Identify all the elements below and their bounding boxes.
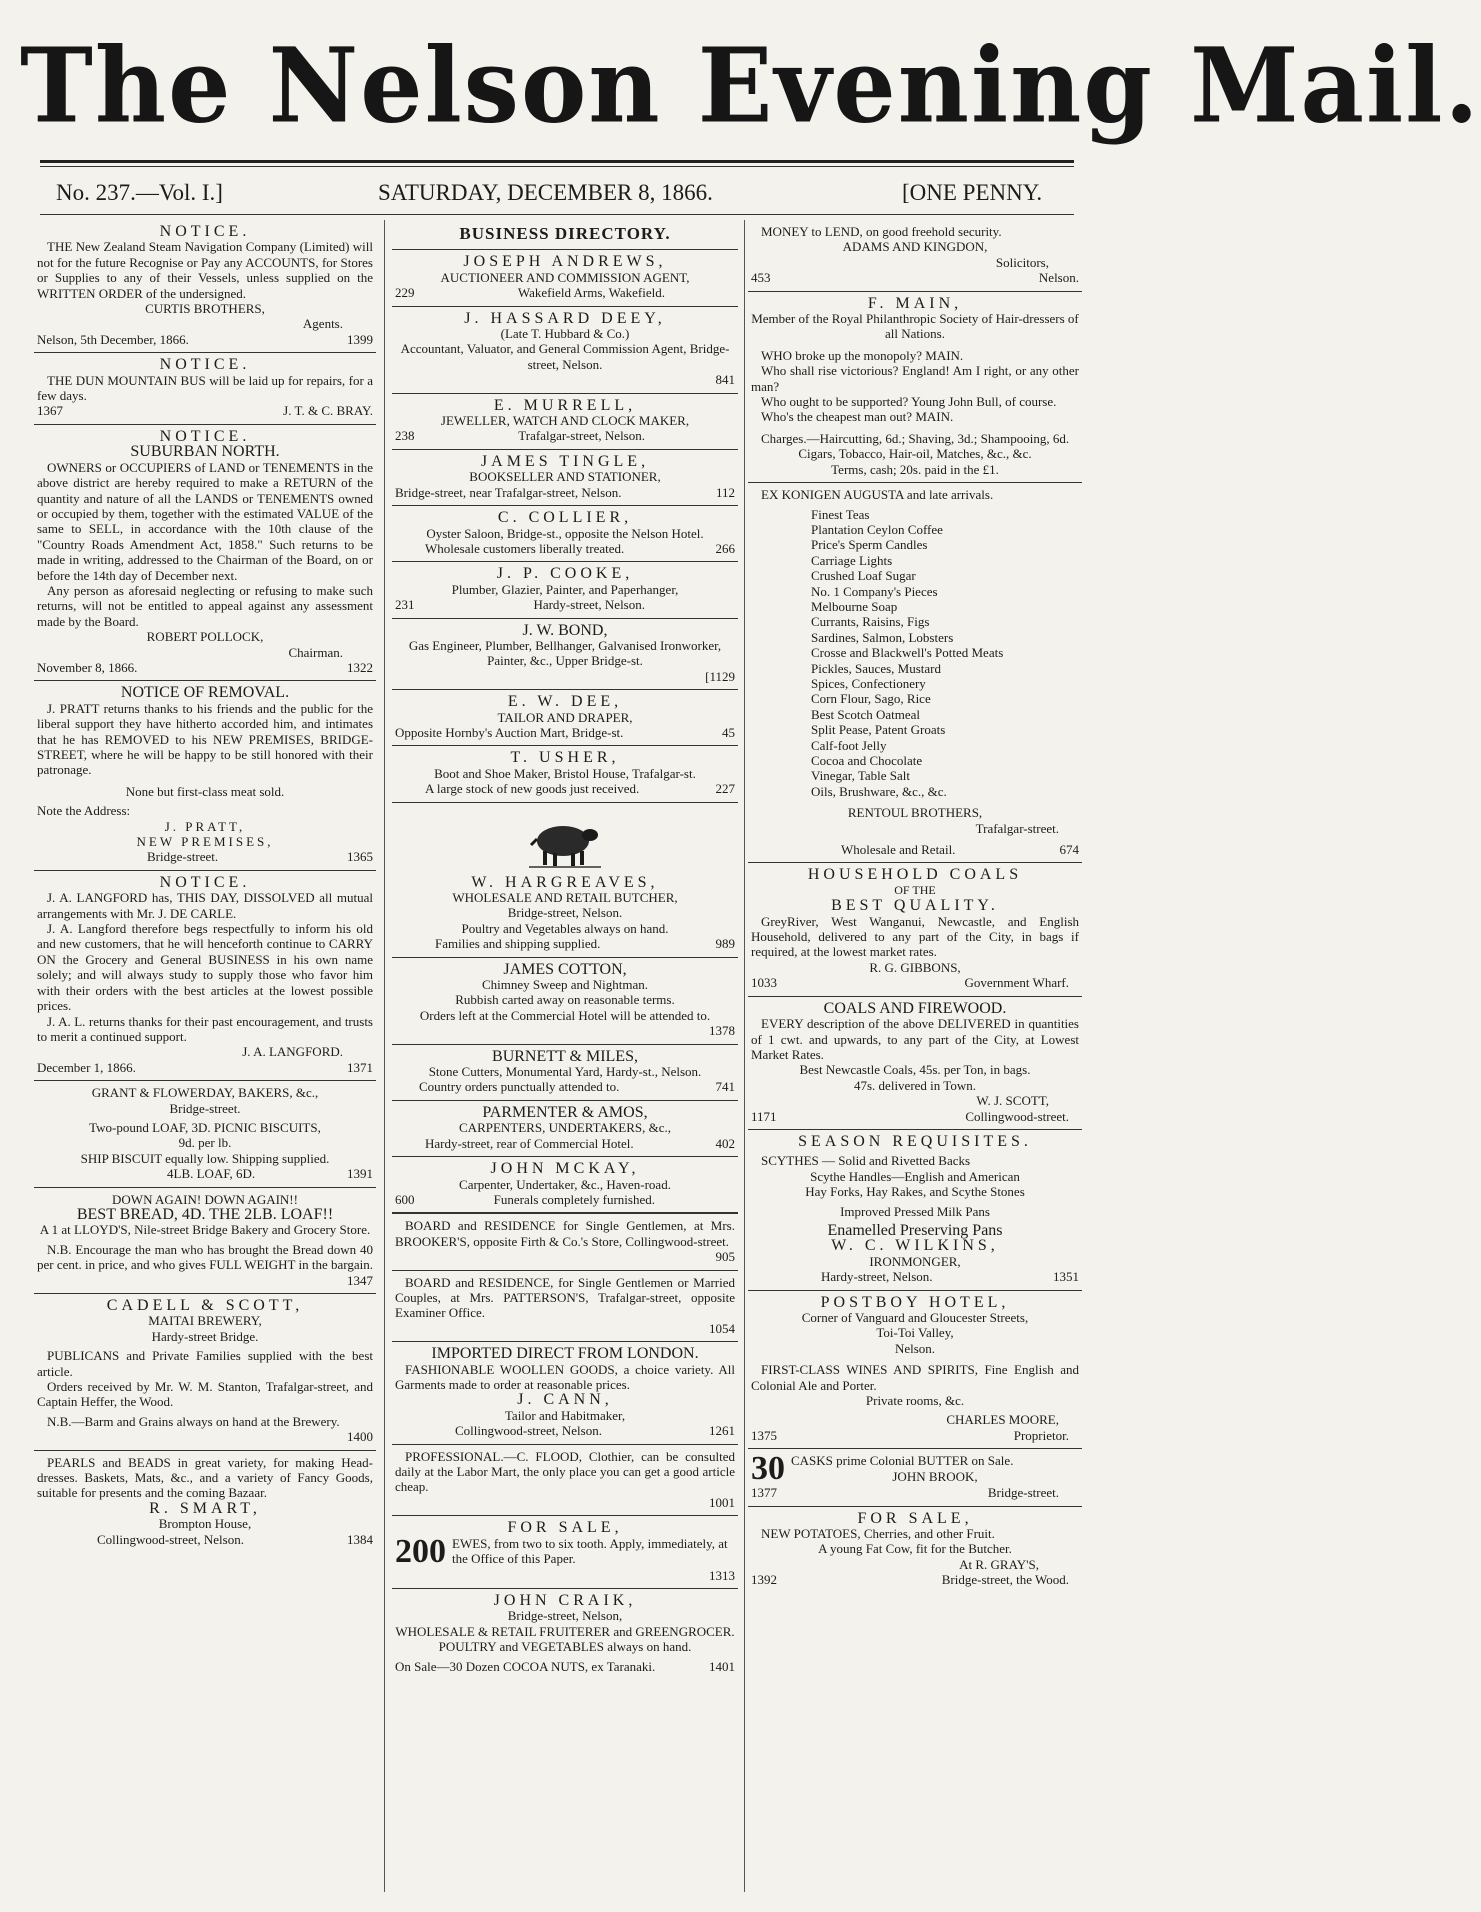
ad-season-requisites <box>748 1130 1082 1291</box>
ad-number: [1129 <box>705 668 735 684</box>
ad-body: CASKS prime Colonial BUTTER on Sale. <box>791 1453 1014 1469</box>
ad-c-flood <box>392 1445 738 1517</box>
directory-entry <box>392 394 738 450</box>
ad-line: Wholesale and Retail. <box>841 842 956 858</box>
ad-number: 231 <box>395 597 415 613</box>
ad-number: 1371 <box>347 1059 373 1075</box>
ad-heading: HOUSEHOLD COALS <box>807 866 1023 884</box>
ad-address: Bridge-street, near Trafalgar-street, Nelson. <box>395 484 622 500</box>
directory-entry <box>392 250 738 306</box>
dateline-rule <box>40 214 1074 215</box>
ad-postboy-hotel <box>748 1291 1082 1450</box>
ad-heading: FOR SALE, <box>857 1509 973 1527</box>
directory-entry <box>392 1101 738 1157</box>
ad-line: CARPENTERS, UNDERTAKERS, &c., <box>459 1120 671 1136</box>
ad-body: Who's the cheapest man out? MAIN. <box>761 409 954 425</box>
ad-address: Bridge-street. <box>987 1485 1059 1501</box>
ad-signer: J. T. & C. BRAY. <box>283 403 373 419</box>
ad-line: Two-pound LOAF, 3D. PICNIC BISCUITS, <box>89 1119 321 1135</box>
ad-address: Nelson. <box>1038 270 1079 286</box>
ad-line: Funerals completely furnished. <box>493 1191 655 1207</box>
ad-line: POULTRY and VEGETABLES always on hand. <box>438 1639 692 1655</box>
ad-line: Nelson. <box>894 1340 936 1356</box>
ad-rentoul-brothers <box>748 483 1082 863</box>
ad-line: Tailor and Habitmaker, <box>504 1407 626 1423</box>
issue-number: No. 237.—Vol. I.] <box>56 180 223 205</box>
ad-role: Solicitors, <box>995 254 1049 270</box>
ad-line: Best Newcastle Coals, 45s. per Ton, in bags. <box>799 1062 1031 1078</box>
ad-signer: RENTOUL BROTHERS, <box>847 805 983 821</box>
ad-line: TAILOR AND DRAPER, <box>497 709 633 725</box>
ad-subheading: MAITAI BREWERY, <box>148 1313 262 1329</box>
ad-line: Corner of Vanguard and Gloucester Streets, <box>801 1310 1029 1325</box>
list-item: Melbourne Soap <box>811 598 898 614</box>
ad-line: Chimney Sweep and Nightman. <box>481 977 649 993</box>
ad-address: Government Wharf. <box>964 975 1069 991</box>
ad-number: 600 <box>395 1191 415 1207</box>
ad-role: Proprietor. <box>1013 1427 1069 1443</box>
goods-list <box>751 507 1079 800</box>
ad-signer: CURTIS BROTHERS, <box>145 301 265 317</box>
ad-heading: T. USHER, <box>510 749 620 767</box>
ad-role: Agents. <box>302 316 343 332</box>
ad-money-to-lend <box>748 220 1082 292</box>
ad-number: 741 <box>715 1079 735 1095</box>
directory-entry <box>392 506 738 562</box>
ad-line: WHOLESALE AND RETAIL BUTCHER, <box>452 890 678 905</box>
ad-heading: GRANT & FLOWERDAY, BAKERS, &c., <box>91 1085 319 1101</box>
ad-line: (Late T. Hubbard & Co.) <box>500 326 630 342</box>
ad-address: Trafalgar-street. <box>975 820 1059 836</box>
ad-address: Brompton House, <box>158 1516 252 1532</box>
masthead-title: The Nelson Evening Mail. <box>20 26 1481 147</box>
ad-line: 47s. delivered in Town. <box>854 1077 976 1093</box>
ad-signer: ROBERT POLLOCK, <box>146 629 264 645</box>
directory-entry <box>392 1045 738 1101</box>
ad-signer: J. PRATT, <box>164 818 246 834</box>
ad-number: 238 <box>395 428 415 444</box>
ad-big-number: 30 <box>751 1450 785 1488</box>
ad-body: PROFESSIONAL.—C. FLOOD, Clothier, can be consulted daily at the Labor Mart, the only place you can get a good article cheap. <box>395 1448 735 1495</box>
ad-line: Member of the Royal Philanthropic Society of Hair-dressers of all Nations. <box>751 311 1079 342</box>
issue-price: [ONE PENNY. <box>902 180 1043 205</box>
list-item: Crushed Loaf Sugar <box>811 568 916 584</box>
column-middle <box>392 220 738 1895</box>
ad-big-number: 200 <box>395 1532 446 1570</box>
masthead-rule <box>40 160 1074 163</box>
ad-body: NEW POTATOES, Cherries, and other Fruit. <box>761 1526 995 1542</box>
ad-role: IRONMONGER, <box>869 1253 961 1269</box>
list-item: Plantation Ceylon Coffee <box>811 521 943 537</box>
ad-body: J. PRATT returns thanks to his friends and the public for the liberal support they have hitherto accorded him, and intimates that he has REMOVED to his NEW PREMISES, BRIDGE-STREET, where he will be happy to be still honored with their patronage. <box>37 700 373 778</box>
ad-line: Improved Pressed Milk Pans <box>840 1203 990 1219</box>
ad-number: 1322 <box>347 659 373 675</box>
ad-line: Terms, cash; 20s. paid in the £1. <box>831 461 999 477</box>
ad-body: EVERY description of the above DELIVERED in quantities of 1 cwt. and upwards, to any part of the City, at Lowest Market Rates. <box>751 1016 1079 1062</box>
ad-heading: FOR SALE, <box>507 1519 623 1537</box>
ad-body: J. A. L. returns thanks for their past encouragement, and trusts to merit a continued support. <box>37 1013 373 1044</box>
ad-address: Bridge-street, Nelson. <box>507 905 623 921</box>
ad-signer: ADAMS AND KINGDON, <box>842 239 988 255</box>
list-item: Finest Teas <box>811 506 870 522</box>
list-item: Vinegar, Table Salt <box>811 768 910 784</box>
ad-heading: JOSEPH ANDREWS, <box>463 253 667 271</box>
ad-body: PUBLICANS and Private Families supplied with the best article. <box>37 1348 373 1379</box>
ad-subheading: SUBURBAN NORTH. <box>130 443 280 461</box>
ad-address: Bridge-street. <box>147 849 219 865</box>
ad-line: Families and shipping supplied. <box>435 936 601 952</box>
ad-address: Wakefield Arms, Wakefield. <box>517 285 665 301</box>
ad-body: PEARLS and BEADS in great variety, for making Head-dresses. Baskets, Mats, &c., and a variety of Fancy Goods, suitable for presents and the coming Bazaar. <box>37 1454 373 1501</box>
ad-line: Country orders punctually attended to. <box>419 1079 620 1095</box>
ad-address: Trafalgar-street, Nelson. <box>518 428 645 444</box>
ad-body: FASHIONABLE WOOLLEN GOODS, a choice variety. All Garments made to order at reasonable prices. <box>395 1361 735 1392</box>
ad-heading: NOTICE. <box>159 223 251 240</box>
ad-number: 989 <box>715 936 735 952</box>
ad-heading: C. COLLIER, <box>497 509 633 527</box>
ad-line: BOOKSELLER AND STATIONER, <box>469 469 661 485</box>
ad-line: Toi-Toi Valley, <box>876 1325 954 1341</box>
ad-number: 1347 <box>347 1272 373 1288</box>
business-directory-title: BUSINESS DIRECTORY. <box>392 220 738 250</box>
ad-number: 1365 <box>347 849 373 865</box>
list-item: Corn Flour, Sago, Rice <box>811 691 931 707</box>
directory-entry <box>392 958 738 1045</box>
ad-date: Nelson, 5th December, 1866. <box>37 331 189 347</box>
ad-number: 841 <box>715 372 735 388</box>
ad-line: Oyster Saloon, Bridge-st., opposite the Nelson Hotel. <box>426 525 704 541</box>
ad-household-coals <box>748 863 1082 996</box>
directory-entry <box>392 1157 738 1214</box>
directory-entry <box>392 562 738 618</box>
directory-entry <box>392 450 738 506</box>
ad-heading: BEST BREAD, 4D. THE 2LB. LOAF!! <box>76 1205 334 1223</box>
ad-line: JEWELLER, WATCH AND CLOCK MAKER, <box>440 413 690 429</box>
ad-heading: POSTBOY HOTEL, <box>820 1293 1010 1311</box>
column-right <box>748 220 1082 1895</box>
ad-address: Bridge-street. <box>169 1100 241 1116</box>
ad-signer: J. A. LANGFORD. <box>242 1044 343 1060</box>
ad-coals-firewood <box>748 997 1082 1130</box>
ad-body: OWNERS or OCCUPIERS of LAND or TENEMENTS in the above district are hereby required to make a RETURN of the quantity and nature of all the LANDS or TENEMENTS owned or occupied by them, together with the estimated VALUE of the same to SELL, in accordance with the 10th clause of the "Country Roads Amendment Act, 1858." Such returns to be made in writing, addressed to the Chairman of the Board, on or before the 14th day of December next. <box>37 459 373 583</box>
ad-signer: JOHN BROOK, <box>892 1468 978 1484</box>
ad-grant-flowerday <box>34 1081 376 1187</box>
ad-signer: J. CANN, <box>517 1391 613 1409</box>
ad-body: WHOLESALE & RETAIL FRUITERER and GREENGROCER. <box>395 1623 735 1639</box>
ad-signer: At R. GRAY'S, <box>959 1556 1039 1572</box>
list-item: Spices, Confectionery <box>811 675 926 691</box>
ad-signer: W. C. WILKINS, <box>831 1237 999 1255</box>
ad-line: None but first-class meat sold. <box>125 783 285 799</box>
ad-number: 1261 <box>709 1423 735 1439</box>
ad-line: Orders left at the Commercial Hotel will be attended to. <box>419 1007 711 1023</box>
ad-body: MONEY to LEND, on good freehold security. <box>761 224 1002 239</box>
ad-body: N.B.—Barm and Grains always on hand at the Brewery. <box>47 1413 340 1429</box>
ad-heading: COALS AND FIREWOOD. <box>823 999 1007 1017</box>
list-item: Pickles, Sauces, Mustard <box>811 660 941 676</box>
notice-langford <box>34 871 376 1081</box>
ad-number: 1033 <box>751 975 777 991</box>
ad-number: 1377 <box>751 1485 777 1501</box>
ad-heading: BURNETT & MILES, <box>492 1047 638 1065</box>
ad-butter-john-brook <box>748 1449 1082 1506</box>
ad-body: WHO broke up the monopoly? MAIN. <box>761 347 964 363</box>
ad-heading: BEST QUALITY. <box>831 897 999 915</box>
ad-heading: NOTICE. <box>159 356 251 374</box>
ad-signer: R. SMART, <box>149 1499 261 1517</box>
ad-heading: IMPORTED DIRECT FROM LONDON. <box>431 1345 699 1363</box>
notice-steam-navigation <box>34 220 376 353</box>
ad-for-sale-gray <box>748 1507 1082 1593</box>
sheep-icon <box>527 815 603 871</box>
ad-heading: JAMES TINGLE, <box>480 452 650 470</box>
ad-heading: PARMENTER & AMOS, <box>482 1103 648 1121</box>
ad-body: GreyRiver, West Wanganui, Newcastle, and English Household, delivered to any part of the City, in bags if required, at the lowest market rates. <box>751 913 1079 960</box>
ad-body: Who ought to be supported? Young John Bull, of course. <box>761 394 1057 410</box>
ad-heading: JOHN MCKAY, <box>490 1160 640 1178</box>
ad-for-sale-ewes <box>392 1516 738 1589</box>
directory-entry <box>392 690 738 746</box>
ad-line: SHIP BISCUIT equally low. Shipping supplied. <box>80 1150 330 1166</box>
ad-number: 1391 <box>347 1166 373 1182</box>
ad-body: Orders received by Mr. W. M. Stanton, Trafalgar-street, and Captain Heffer, the Wood. <box>37 1379 373 1410</box>
ad-role: Chairman. <box>288 644 343 660</box>
ad-number: 674 <box>1059 842 1079 858</box>
ad-body: THE New Zealand Steam Navigation Company (Limited) will not for the future Recognise or Pay any ACCOUNTS, for Stores or Supplies to any of their Vessels, unless supplied on the WRITTEN ORDER of the undersigned. <box>37 239 373 301</box>
ad-address: Bridge-street, Nelson, <box>507 1608 623 1624</box>
ad-body: THE DUN MOUNTAIN BUS will be laid up for repairs, for a few days. <box>37 372 373 404</box>
directory-entry-butcher <box>392 803 738 958</box>
ad-signer: W. J. SCOTT, <box>976 1093 1049 1109</box>
ad-number: 1313 <box>709 1567 735 1583</box>
ad-heading: J. P. COOKE, <box>496 565 634 583</box>
ad-line: A large stock of new goods just received. <box>425 781 640 797</box>
ad-signer: CHARLES MOORE, <box>946 1412 1059 1428</box>
ad-number: 1367 <box>37 403 63 419</box>
ad-number: 112 <box>715 484 735 500</box>
ad-number: 266 <box>715 540 735 556</box>
ad-number: 1401 <box>709 1658 735 1674</box>
column-divider <box>384 220 385 1892</box>
ad-line: 9d. per lb. <box>178 1135 232 1151</box>
ad-line: On Sale—30 Dozen COCOA NUTS, ex Taranaki. <box>395 1658 656 1674</box>
ad-date: November 8, 1866. <box>37 659 138 675</box>
ad-j-cann <box>392 1342 738 1444</box>
ad-line: NEW PREMISES, <box>136 834 274 850</box>
notice-dun-mountain-bus <box>34 353 376 425</box>
directory-entry <box>392 307 738 394</box>
ad-body: J. A. Langford therefore begs respectfully to inform his old and new customers, that he will henceforth continue to CARRY ON the Grocery and General BUSINESS in his own name solely; and will always study to supply those who favor him with their orders with the best articles at the lowest possible prices. <box>37 921 373 1014</box>
ad-heading: J. W. BOND, <box>522 621 608 639</box>
ad-address: Hardy-street, Nelson. <box>821 1269 933 1285</box>
ad-number: 229 <box>395 285 415 301</box>
ad-board-brooker <box>392 1214 738 1270</box>
masthead-rule-thin <box>40 166 1074 167</box>
ad-heading: CADELL & SCOTT, <box>106 1297 304 1314</box>
list-item: Carriage Lights <box>811 552 893 568</box>
ad-number: 905 <box>715 1249 735 1265</box>
ad-body: Any person as aforesaid neglecting or refusing to make such returns, will not be entitled to appeal against any assessment made by the Board. <box>37 582 373 629</box>
list-item: Currants, Raisins, Figs <box>811 614 930 630</box>
ad-number: 1054 <box>709 1320 735 1336</box>
ad-signer: R. G. GIBBONS, <box>869 959 961 975</box>
ad-line: Carpenter, Undertaker, &c., Haven-road. <box>459 1176 671 1192</box>
ad-heading: NOTICE. <box>159 427 251 445</box>
ad-line: Gas Engineer, Plumber, Bellhanger, Galvanised Ironworker, Painter, &c., Upper Bridge-st. <box>408 637 722 669</box>
ad-r-smart <box>34 1451 376 1552</box>
dateline <box>56 180 1074 214</box>
directory-entry <box>392 746 738 802</box>
notice-suburban-north <box>34 425 376 682</box>
column-divider <box>744 220 745 1892</box>
ad-body: EWES, from two to six tooth. Apply, immediately, at the Office of this Paper. <box>452 1535 728 1567</box>
ad-line: Stone Cutters, Monumental Yard, Hardy-st., Nelson. <box>428 1064 702 1080</box>
ad-address: Hardy-street Bridge. <box>151 1328 259 1344</box>
ad-john-craik <box>392 1589 738 1679</box>
directory-entry <box>392 619 738 691</box>
ad-number: 1351 <box>1053 1269 1079 1285</box>
column-left <box>34 220 376 1895</box>
ad-line: Private rooms, &c. <box>865 1393 965 1409</box>
ad-body: Who shall rise victorious? England! Am I right, or any other man? <box>751 363 1079 394</box>
issue-date: SATURDAY, DECEMBER 8, 1866. <box>378 180 713 205</box>
ad-number: 1400 <box>347 1429 373 1445</box>
ad-heading: NOTICE. <box>159 873 251 891</box>
ad-line: Rubbish carted away on reasonable terms. <box>455 992 675 1008</box>
ad-line: Scythe Handles—English and American <box>810 1168 1020 1184</box>
ad-number: 1399 <box>347 331 373 347</box>
ad-address: Bridge-street, the Wood. <box>941 1572 1069 1588</box>
ad-address: Opposite Hornby's Auction Mart, Bridge-st. <box>395 724 624 740</box>
list-item: Cocoa and Chocolate <box>811 753 923 768</box>
ad-line: Poultry and Vegetables always on hand. <box>461 920 669 936</box>
ad-line: AUCTIONEER AND COMMISSION AGENT, <box>440 269 690 285</box>
ad-address: Collingwood-street. <box>965 1108 1069 1124</box>
ad-body: BOARD and RESIDENCE for Single Gentlemen, at Mrs. BROOKER'S, opposite Firth & Co.'s Store, Collingwood-street. <box>395 1218 735 1249</box>
ad-number: 453 <box>751 270 771 286</box>
ad-body: J. A. LANGFORD has, THIS DAY, DISSOLVED all mutual arrangements with Mr. J. DE CARLE. <box>37 890 373 921</box>
ad-line: Boot and Shoe Maker, Bristol House, Trafalgar-st. <box>434 765 696 781</box>
ad-heading: DOWN AGAIN! DOWN AGAIN!! <box>112 1191 298 1207</box>
ad-address: Hardy-street, rear of Commercial Hotel. <box>425 1135 634 1151</box>
list-item: Crosse and Blackwell's Potted Meats <box>811 645 1004 661</box>
ad-line: Accountant, Valuator, and General Commission Agent, Bridge-street, Nelson. <box>400 341 730 372</box>
ad-heading: E. W. DEE, <box>507 693 623 711</box>
ad-board-patterson <box>392 1271 738 1343</box>
ad-line: A young Fat Cow, fit for the Butcher. <box>818 1541 1012 1557</box>
list-item: Price's Sperm Candles <box>811 537 928 553</box>
ad-number: 1384 <box>347 1531 373 1547</box>
ad-date: December 1, 1866. <box>37 1059 136 1075</box>
ad-line: Cigars, Tobacco, Hair-oil, Matches, &c., &c. <box>798 446 1032 462</box>
ad-number: 227 <box>715 781 735 797</box>
notice-of-removal <box>34 681 376 870</box>
ad-body: Charges.—Haircutting, 6d.; Shaving, 3d.; Shampooing, 6d. <box>761 430 1070 446</box>
ad-body: BOARD and RESIDENCE, for Single Gentlemen or Married Couples, at Mrs. PATTERSON'S, Trafalgar-street, opposite Examiner Office. <box>395 1274 735 1321</box>
ad-heading: JAMES COTTON, <box>503 960 627 978</box>
list-item: Calf-foot Jelly <box>811 737 887 753</box>
ad-address: Collingwood-street, Nelson. <box>455 1423 602 1439</box>
ad-heading: W. HARGREAVES, <box>471 873 659 891</box>
list-item: Best Scotch Oatmeal <box>811 706 921 722</box>
ad-number: 402 <box>715 1135 735 1151</box>
ad-body: FIRST-CLASS WINES AND SPIRITS, Fine English and Colonial Ale and Porter. <box>751 1362 1079 1393</box>
ad-number: 1001 <box>709 1494 735 1510</box>
ad-body: EX KONIGEN AUGUSTA and late arrivals. <box>761 487 994 503</box>
list-item: No. 1 Company's Pieces <box>811 583 938 599</box>
ad-number: 1378 <box>709 1023 735 1039</box>
ad-heading: J. HASSARD DEEY, <box>464 309 666 327</box>
ad-cadell-scott <box>34 1294 376 1451</box>
ad-address: Collingwood-street, Nelson. <box>97 1531 244 1547</box>
ad-body: N.B. Encourage the man who has brought the Bread down 40 per cent. in price, and who gives FULL WEIGHT in the bargain. <box>37 1241 373 1273</box>
ad-line: Plumber, Glazier, Painter, and Paperhanger, <box>451 581 679 597</box>
list-item: Split Pease, Patent Groats <box>811 722 946 738</box>
ad-heading: F. MAIN, <box>867 294 963 312</box>
ad-heading: SEASON REQUISITES. <box>798 1132 1032 1150</box>
ad-number: 45 <box>722 724 735 740</box>
ad-number: 1392 <box>751 1572 777 1588</box>
ad-line: 4LB. LOAF, 6D. <box>167 1166 256 1182</box>
ad-body: SCYTHES — Solid and Rivetted Backs <box>761 1153 971 1169</box>
list-item: Sardines, Salmon, Lobsters <box>811 629 954 645</box>
ad-number: 1171 <box>751 1108 777 1124</box>
ad-heading: JOHN CRAIK, <box>493 1592 637 1610</box>
ad-line: Enamelled Preserving Pans <box>827 1221 1003 1239</box>
list-item: Oils, Brushware, &c., &c. <box>811 783 947 799</box>
ad-subheading: OF THE <box>894 882 936 897</box>
ad-heading: NOTICE OF REMOVAL. <box>120 684 290 702</box>
ad-heading: E. MURRELL, <box>493 396 637 414</box>
ad-line: A 1 at LLOYD'S, Nile-street Bridge Bakery and Grocery Store. <box>39 1222 371 1238</box>
ad-lloyds-bakery <box>34 1188 376 1294</box>
ad-address: Hardy-street, Nelson. <box>533 597 645 613</box>
ad-line: Wholesale customers liberally treated. <box>425 540 625 556</box>
ad-line: Note the Address: <box>37 803 131 819</box>
ad-f-main <box>748 292 1082 483</box>
ad-line: Hay Forks, Hay Rakes, and Scythe Stones <box>805 1184 1025 1200</box>
ad-number: 1375 <box>751 1427 777 1443</box>
